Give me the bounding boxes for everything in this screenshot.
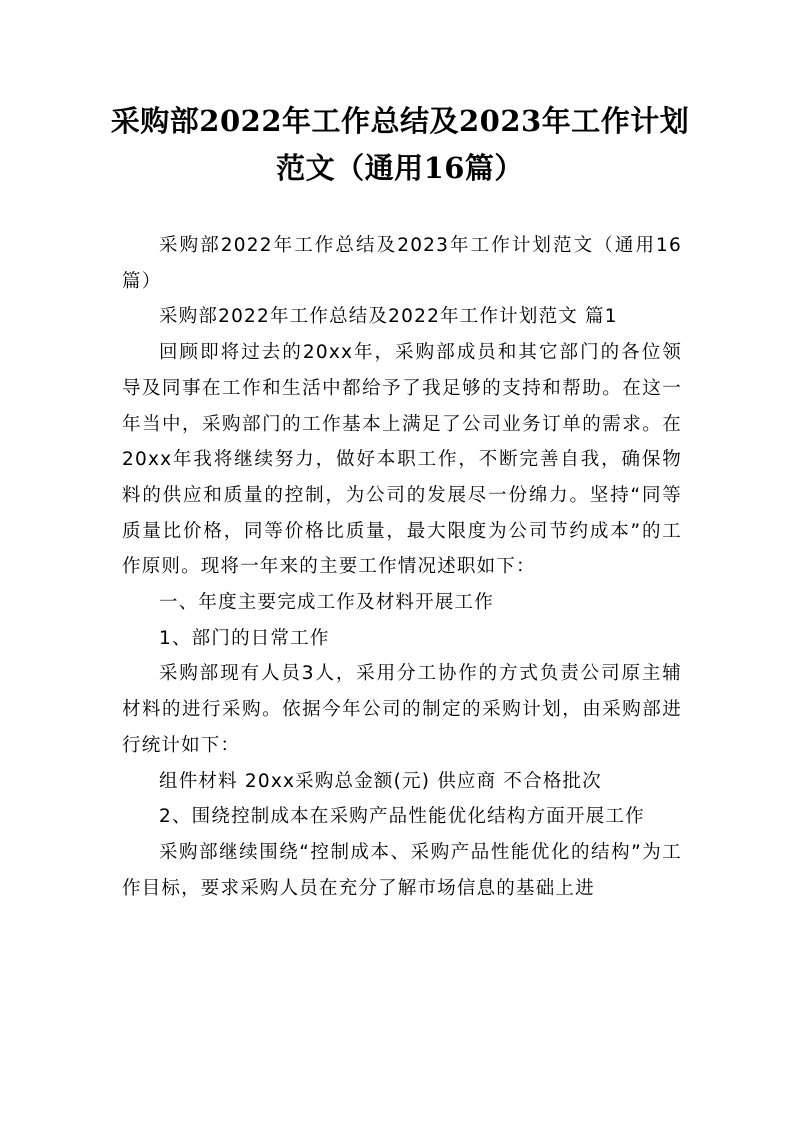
paragraph-cost-control: 采购部继续围绕“控制成本、采购产品性能优化的结构”为工作目标，要求采购人员在充分了解市场信息的基础上进 [122, 841, 682, 899]
paragraph-table-header: 组件材料 20xx采购总金额(元) 供应商 不合格批次 [159, 770, 602, 792]
paragraph-subheading-1: 1、部门的日常工作 [159, 627, 330, 649]
paragraph-staff: 采购部现有人员3人，采用分工协作的方式负责公司原主辅材料的进行采购。依据今年公司的制定的采购计划，由采购部进行统计如下： [122, 663, 682, 756]
paragraph-section-heading: 采购部2022年工作总结及2022年工作计划范文 篇1 [159, 306, 618, 328]
paragraph-intro-title: 采购部2022年工作总结及2023年工作计划范文（通用16篇） [122, 235, 682, 292]
paragraph-review: 回顾即将过去的20xx年，采购部成员和其它部门的各位领导及同事在工作和生活中都给予了我足够的支持和帮助。在这一年当中，采购部门的工作基本上满足了公司业务订单的需求。在20xx年我将继续努力，做好本职工作，不断完善自我，确保物料的供应和质量的控制，为公司的发展尽一份绵力。坚持“同等质量比价格，同等价格比质量，最大限度为公司节约成本”的工作原则。现将一年来的主要工作情况述职如下： [122, 342, 682, 578]
paragraph-subheading-2: 2、围绕控制成本在采购产品性能优化结构方面开展工作 [159, 806, 645, 828]
document-body [122, 228, 682, 906]
document-title: 采购部2022年工作总结及2023年工作计划范文（通用16篇） [110, 104, 690, 185]
paragraph-heading-1: 一、年度主要完成工作及材料开展工作 [159, 592, 494, 614]
